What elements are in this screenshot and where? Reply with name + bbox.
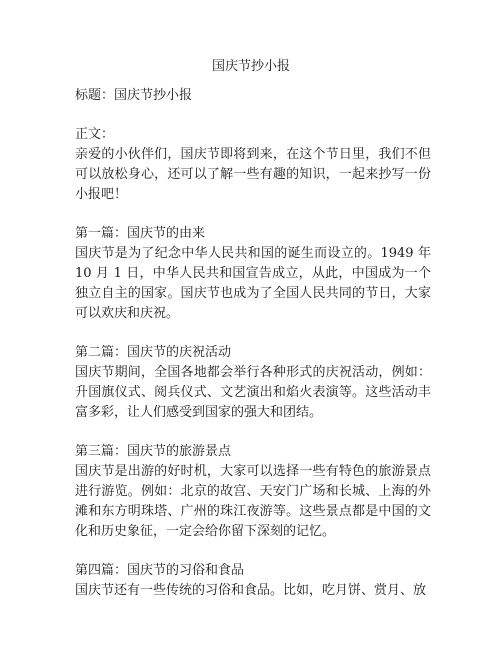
section-3-heading: 第三篇：国庆节的旅游景点: [75, 444, 232, 459]
section-4-heading: 第四篇：国庆节的习俗和食品: [75, 563, 245, 578]
document-content: [75, 86, 431, 601]
section-2-text: 国庆节期间，全国各地都会举行各种形式的庆祝活动，例如：升国旗仪式、阅兵仪式、文艺演出和焰火表演等。这些活动丰富多彩，让人们感受到国家的强大和团结。: [75, 365, 431, 420]
section-3-text: 国庆节是出游的好时机，大家可以选择一些有特色的旅游景点进行游览。例如：北京的故宫、天安门广场和长城、上海的外滩和东方明珠塔、广州的珠江夜游等。这些景点都是中国的文化和历史象征，一定会给你留下深刻的记忆。: [75, 464, 431, 539]
intro-paragraph: 亲爱的小伙伴们，国庆节即将到来，在这个节日里，我们不但可以放松身心，还可以了解一些有趣的知识，一起来抄写一份小报吧！: [75, 147, 431, 202]
document-title: 国庆节抄小报: [211, 59, 290, 74]
section-2-heading: 第二篇：国庆节的庆祝活动: [75, 345, 232, 360]
subtitle-line: 标题：国庆节抄小报: [75, 88, 193, 103]
section-1-heading: 第一篇：国庆节的由来: [75, 226, 206, 241]
body-heading: 正文：: [75, 127, 115, 142]
section-4-text: 国庆节还有一些传统的习俗和食品。比如，吃月饼、赏月、放: [75, 583, 427, 598]
section-1-text: 国庆节是为了纪念中华人民共和国的诞生而设立的。1949 年 10 月 1 日，中华人民共和国宣告成立，从此，中国成为一个独立自主的国家。国庆节也成为了全国人民共同的节日，大家可以欢庆和庆祝。: [75, 246, 431, 321]
